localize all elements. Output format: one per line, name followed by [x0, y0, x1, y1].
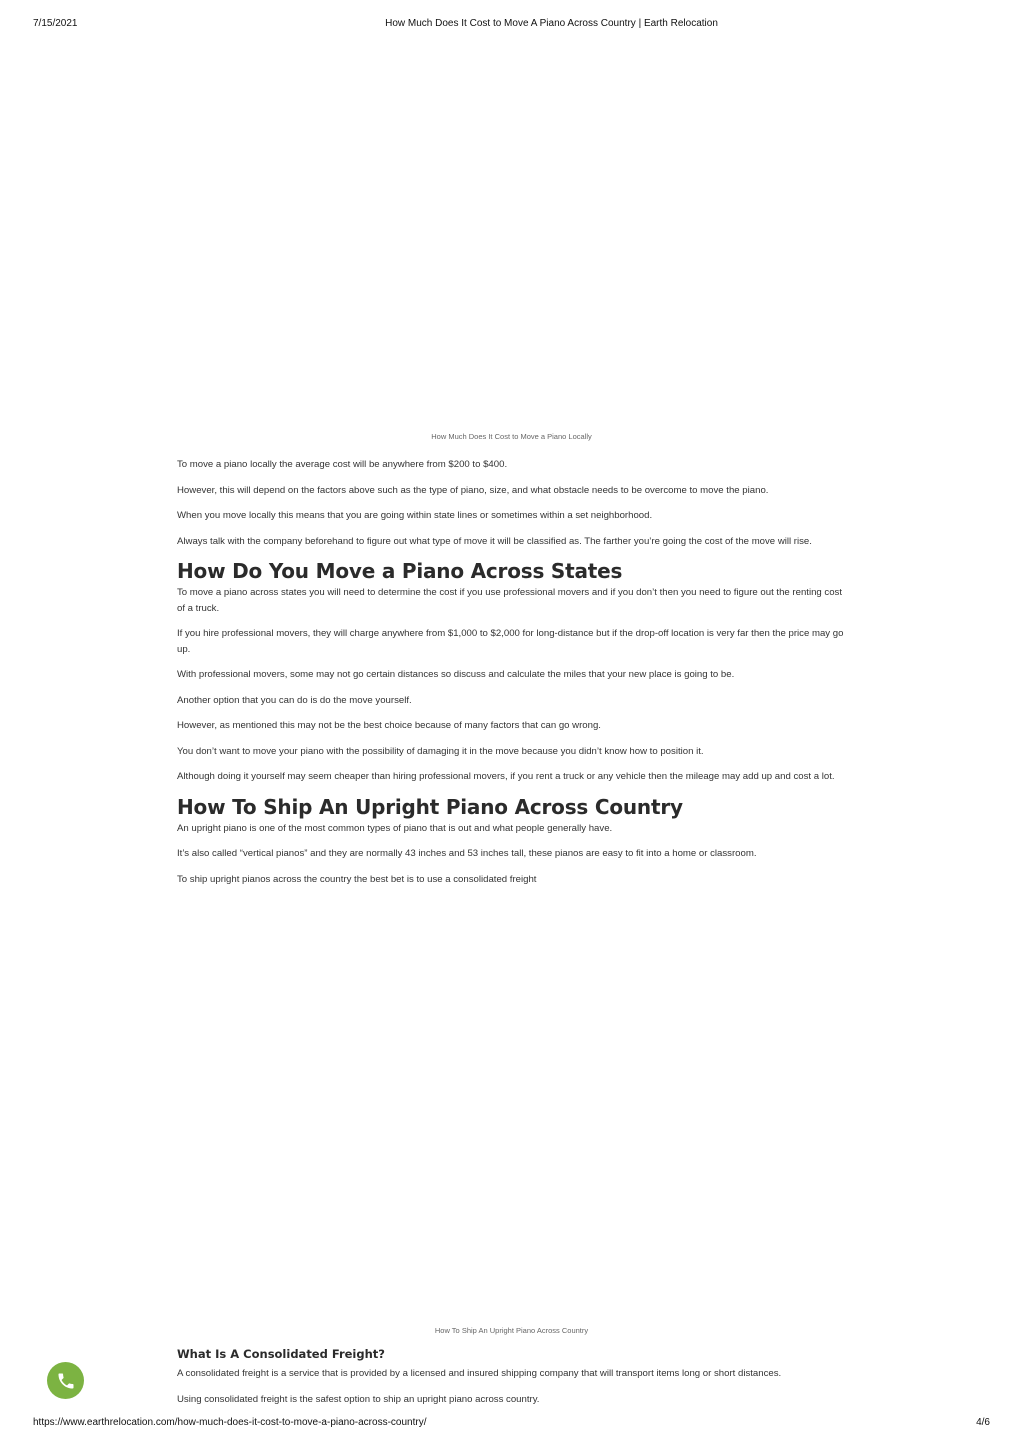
paragraph: To move a piano across states you will need to determine the cost if you use professional movers and if you don’t then you need to figure out the renting cost of a truck.	[177, 587, 843, 614]
paragraph: An upright piano is one of the most common types of piano that is out and what people generally have.	[177, 822, 613, 834]
section-heading-states: How Do You Move a Piano Across States	[177, 559, 623, 583]
paragraph: Always talk with the company beforehand to figure out what type of move it will be classified as. The farther you’re going the cost of the move will rise.	[177, 535, 812, 547]
print-page-title: How Much Does It Cost to Move A Piano Across Country | Earth Relocation	[385, 18, 718, 29]
paragraph: You don’t want to move your piano with the possibility of damaging it in the move because you didn’t know how to position it.	[177, 745, 704, 757]
paragraph: Although doing it yourself may seem cheaper than hiring professional movers, if you rent a truck or any vehicle then the mileage may add up and cost a lot.	[177, 771, 835, 782]
paragraph: Another option that you can do is do the move yourself.	[177, 694, 412, 706]
local-move-image	[177, 40, 845, 425]
paragraph: To ship upright pianos across the country the best bet is to use a consolidated freight	[177, 873, 537, 885]
article-section-freight	[177, 1346, 845, 1417]
local-move-image-caption: How Much Does It Cost to Move a Piano Locally	[431, 432, 592, 441]
paragraph: However, as mentioned this may not be the best choice because of many factors that can go wrong.	[177, 720, 601, 731]
call-button[interactable]	[47, 1362, 84, 1399]
phone-icon	[56, 1371, 76, 1391]
print-date: 7/15/2021	[33, 18, 78, 29]
upright-piano-image	[177, 930, 845, 1320]
article-section-local	[177, 457, 845, 897]
section-heading-upright: How To Ship An Upright Piano Across Country	[177, 794, 683, 819]
paragraph: To move a piano locally the average cost will be anywhere from $200 to $400.	[177, 459, 508, 470]
print-url: https://www.earthrelocation.com/how-much-does-it-cost-to-move-a-piano-across-country/	[33, 1417, 427, 1428]
print-page-number: 4/6	[976, 1417, 990, 1428]
upright-piano-image-caption: How To Ship An Upright Piano Across Country	[434, 1326, 589, 1335]
paragraph: When you move locally this means that you are going within state lines or sometimes within a set neighborhood.	[177, 510, 653, 521]
paragraph: It’s also called “vertical pianos” and they are normally 43 inches and 53 inches tall, these pianos are easy to fit into a home or classroom.	[177, 848, 757, 859]
paragraph: With professional movers, some may not go certain distances so discuss and calculate the miles that your new place is going to be.	[177, 669, 735, 680]
section-heading-freight: What Is A Consolidated Freight?	[177, 1347, 385, 1361]
paragraph: Using consolidated freight is the safest option to ship an upright piano across country.	[177, 1393, 540, 1405]
paragraph: A consolidated freight is a service that is provided by a licensed and insured shipping company that will transport items long or short distances.	[177, 1368, 782, 1379]
paragraph: If you hire professional movers, they will charge anywhere from $1,000 to $2,000 for long-distance but if the drop-off location is very far then the price may go up.	[177, 628, 844, 655]
paragraph: However, this will depend on the factors above such as the type of piano, size, and what obstacle needs to be overcome to move the piano.	[177, 484, 769, 496]
